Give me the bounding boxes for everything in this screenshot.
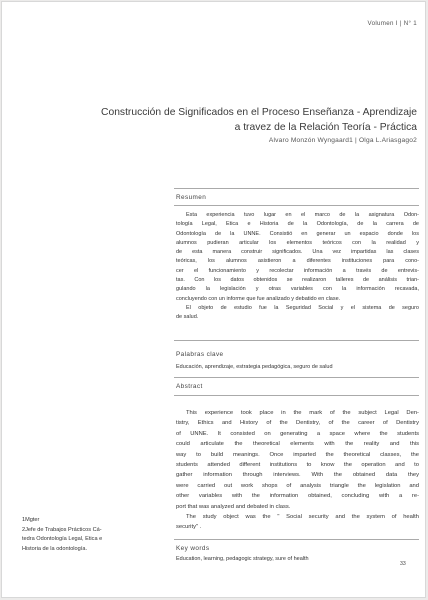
text-line: were carried out work shops of analysis triangle the legislation and	[176, 482, 419, 489]
authors-line: Alvaro Monzón Wyngaard1 | Olga L.Ariasgago2	[268, 137, 417, 144]
text-line: The study object was the " Social security and the system of health	[186, 514, 419, 521]
text-line: gulando la legislación y otras variables con la información recavada,	[176, 286, 419, 293]
text-line: El objeto de estudio fue la Seguridad Social y el sistema de seguro	[186, 304, 419, 311]
text-line: other variables with the information obtained, concluding with a re-	[176, 493, 419, 500]
text-line: tología Legal, Etica e Historia de la Odontología, de la carrera de	[176, 221, 419, 228]
text-line: cer el funcionamiento y recolectar información a través de entrevis-	[176, 267, 419, 274]
text-line: students attended different institutions to know the operation and to	[176, 462, 419, 469]
keywords-heading: Key words	[176, 545, 210, 552]
title-line-2: a travez de la Relación Teoría - Práctica	[234, 121, 417, 133]
text-line: of UNNE. It consisted on generating a space where the students	[176, 430, 419, 437]
divider-rule	[174, 539, 419, 540]
text-line: security" .	[176, 524, 202, 531]
abstract-heading: Abstract	[176, 383, 203, 390]
text-line: This experience took place in the mark of the subject Legal Den-	[186, 410, 419, 416]
divider-rule	[174, 188, 419, 189]
divider-rule	[174, 205, 419, 206]
footnote	[22, 516, 162, 554]
keywords-text: Education, learning, pedagogic strategy, sure of health	[176, 556, 309, 562]
text-line: port that was analyzed and debated in class.	[176, 503, 291, 510]
resumen-heading: Resumen	[176, 194, 207, 201]
divider-rule	[174, 395, 419, 396]
page-number: 33	[400, 561, 406, 567]
text-line: gather information through interviews. With the obtained data they	[176, 472, 419, 479]
text-line: alumnos pudieran articular los elementos teóricos con la realidad y	[176, 239, 419, 246]
title-line-1: Construcción de Significados en el Proceso Enseñanza - Aprendizaje	[101, 107, 417, 118]
volume-header: Volumen I | N° 1	[367, 20, 417, 27]
text-line: concluyendo con un informe que fue analizado y debatido en clase.	[176, 295, 341, 302]
document-page	[1, 1, 426, 598]
footnote-line: 1Mgter	[22, 517, 40, 523]
divider-rule	[174, 377, 419, 378]
article-title	[82, 106, 417, 135]
text-line: Odontología de la UNNE. Consistió en generar un espacio donde los	[176, 230, 419, 237]
palabras-clave-heading: Palabras clave	[176, 351, 224, 358]
text-line: Esta experiencia tuvo lugar en el marco de la asignatura Odon-	[186, 212, 419, 218]
text-line: de salud.	[176, 314, 199, 321]
text-line: teóricas, los alumnos asistieron a diferentes instituciones para cono-	[176, 258, 419, 265]
text-line: way to build meanings. Once imparted the theoretical classes, the	[176, 451, 419, 458]
palabras-clave-text: Educación, aprendizaje, estrategia pedagógica, seguro de salud	[176, 364, 333, 370]
text-line: de esta manera construir significados. Una vez impartidas las clases	[176, 249, 419, 256]
abstract-body	[176, 408, 419, 533]
text-line: tistry, Ethics and History of the Dentistry, of the career of Dentistry	[176, 420, 419, 427]
footnote-line: Historia de la odontología.	[22, 545, 87, 552]
divider-rule	[174, 340, 419, 341]
text-line: tas. Con los datos obtenidos se realizaron talleres de análisis trian-	[176, 277, 419, 284]
footnote-line: 2Jefe de Trabajos Prácticos Cá-	[22, 526, 102, 533]
text-line: could articulate the theoretical elements with the reality and this	[176, 441, 419, 448]
resumen-body	[176, 211, 419, 323]
footnote-line: tedra Odontología Legal, Etica e	[22, 536, 103, 543]
